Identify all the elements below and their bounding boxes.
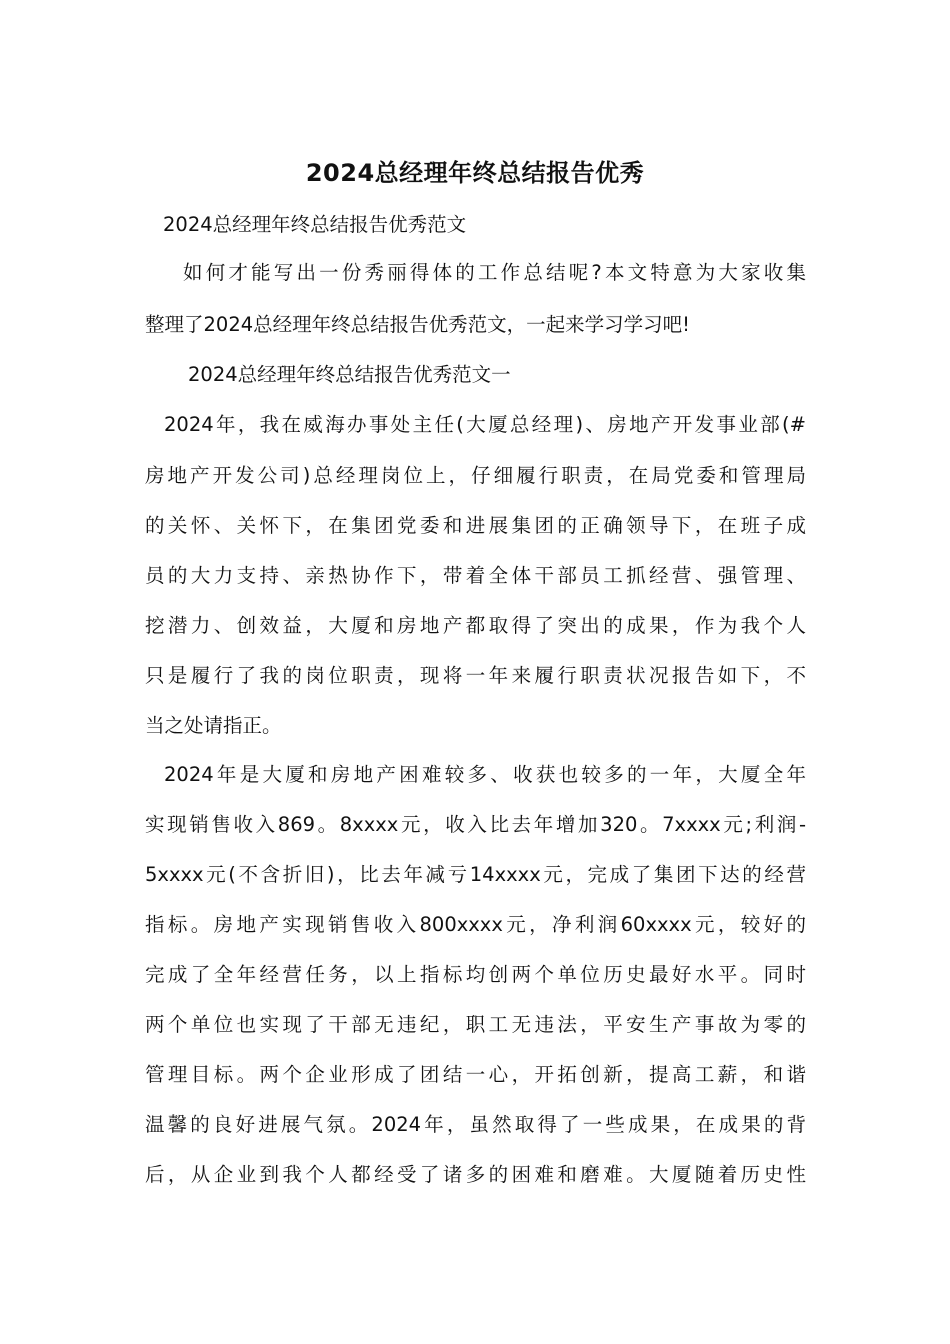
paragraph-line: 温馨的良好进展气氛。2024年，虽然取得了一些成果，在成果的背: [145, 1113, 806, 1136]
paragraph-line: 只是履行了我的岗位职责，现将一年来履行职责状况报告如下，不: [145, 664, 806, 687]
paragraph-line: 员的大力支持、亲热协作下，带着全体干部员工抓经营、强管理、: [145, 564, 806, 587]
paragraph-line: 后，从企业到我个人都经受了诸多的困难和磨难。大厦随着历史性: [145, 1163, 806, 1186]
paragraph-line: 如何才能写出一份秀丽得体的工作总结呢?本文特意为大家收集: [183, 261, 806, 284]
subtitle-line: 2024总经理年终总结报告优秀范文: [163, 213, 467, 236]
paragraph-line: 整理了2024总经理年终总结报告优秀范文，一起来学习学习吧!: [145, 313, 690, 336]
paragraph-line: 房地产开发公司)总经理岗位上，仔细履行职责，在局党委和管理局: [145, 464, 806, 487]
paragraph-line: 完成了全年经营任务，以上指标均创两个单位历史最好水平。同时: [145, 963, 806, 986]
paragraph-line: 当之处请指正。: [145, 714, 282, 737]
paragraph-line: 2024年是大厦和房地产困难较多、收获也较多的一年，大厦全年: [164, 763, 806, 786]
section-heading: 2024总经理年终总结报告优秀范文一: [188, 363, 511, 386]
paragraph-line: 两个单位也实现了干部无违纪，职工无违法，平安生产事故为零的: [145, 1013, 806, 1036]
paragraph-line: 2024年，我在威海办事处主任(大厦总经理)、房地产开发事业部(#: [164, 413, 806, 436]
document-title: 2024总经理年终总结报告优秀: [305, 159, 645, 187]
paragraph-line: 的关怀、关怀下，在集团党委和进展集团的正确领导下，在班子成: [145, 514, 806, 537]
paragraph-line: 指标。房地产实现销售收入800xxxx元，净利润60xxxx元，较好的: [145, 913, 806, 936]
paragraph-line: 实现销售收入869。8xxxx元，收入比去年增加320。7xxxx元;利润-: [145, 813, 806, 836]
paragraph-line: 5xxxx元(不含折旧)，比去年减亏14xxxx元，完成了集团下达的经营: [145, 863, 806, 886]
paragraph-line: 挖潜力、创效益，大厦和房地产都取得了突出的成果，作为我个人: [145, 614, 806, 637]
paragraph-line: 管理目标。两个企业形成了团结一心，开拓创新，提高工薪，和谐: [145, 1063, 806, 1086]
